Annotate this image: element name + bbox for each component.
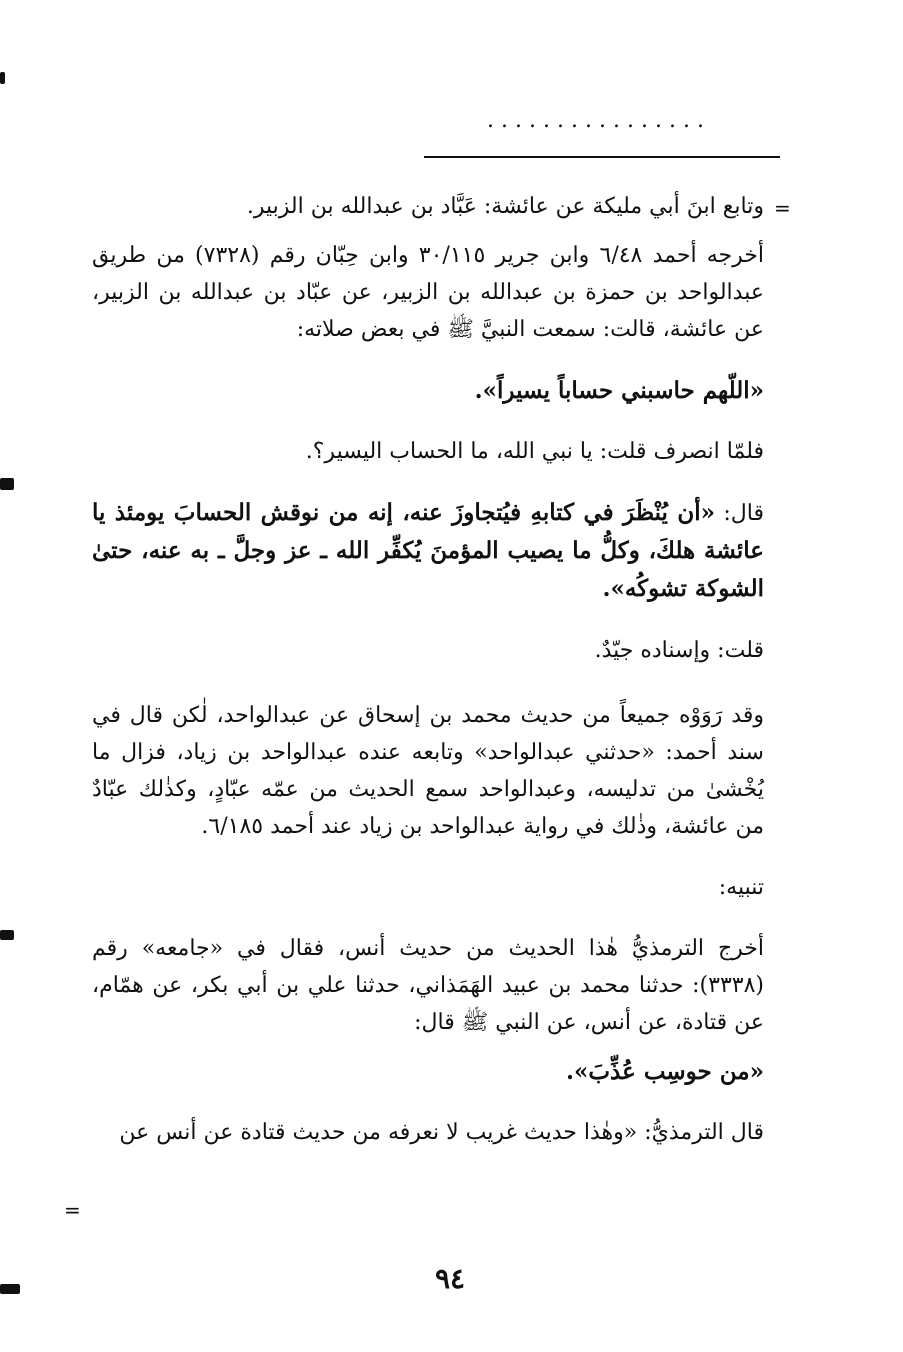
scan-edge-mark (0, 72, 5, 84)
answer-intro: قال: (715, 501, 765, 526)
paragraph-follow-up: وتابع ابنَ أبي مليكة عن عائشة: عَبَّاد بن عبدالله بن الزبير. (246, 194, 764, 219)
paragraph-prayer-quote: «اللّهم حاسبني حساباً يسيراً». (474, 377, 764, 404)
paragraph-takhrij: أخرجه أحمد ٦/٤٨ وابن جرير ٣٠/١١٥ وابن حِبّان رقم (٧٣٢٨) من طريق عبدالواحد بن حمزة بن عبدالله بن الزبير، عن عبّاد بن عبدالله بن الزبير، عن عائشة، قالت: سمعت النبيَّ ﷺ في بعض صلاته: (92, 243, 764, 342)
paragraph-question: فلمّا انصرف قلت: يا نبي الله، ما الحساب اليسير؟. (305, 439, 764, 464)
scan-edge-mark (0, 478, 14, 490)
continuation-mark-bottom: = (64, 1198, 81, 1222)
footnote-dots: ................ (487, 108, 711, 133)
paragraph-isnad-verdict: قلت: وإسناده جيّدٌ. (594, 638, 764, 663)
paragraph-hadith-quote: «من حوسِب عُذِّبَ». (565, 1058, 764, 1085)
paragraph-tirmidhi-takhrij: أخرج الترمذيُّ هٰذا الحديث من حديث أنس، فقال في «جامعه» رقم (٣٣٣٨): حدثنا محمد بن عبيد الهَمَذاني، حدثنا علي بن أبي بكر، عن همّام، عن قتادة، عن أنس، عن النبي ﷺ قال: (92, 936, 764, 1035)
scan-edge-mark (0, 1284, 20, 1294)
paragraph-tirmidhi-comment: قال الترمذيُّ: «وهٰذا حديث غريب لا نعرفه من حديث قتادة عن أنس عن (119, 1120, 764, 1145)
paragraph-notice-heading: تنبيه: (718, 875, 764, 900)
paragraph-answer (92, 494, 764, 608)
answer-quote: «أن يُنْظَرَ في كتابهِ فيُتجاوزَ عنه، إنه من نوقش الحسابَ يومئذ يا عائشة هلكَ، وكلُّ ما يصيب المؤمنَ يُكفِّر الله ـ عز وجلَّ ـ به عنه، حتىٰ الشوكة تشوكُه». (92, 499, 764, 602)
page-number: ٩٤ (434, 1262, 466, 1295)
paragraph-narration-notes: وقد رَوَوْه جميعاً من حديث محمد بن إسحاق عن عبدالواحد، لٰكن قال في سند أحمد: «حدثني عبدالواحد» وتابعه عنده عبدالواحد بن زياد، فزال ما يُخْشىٰ من تدليسه، وعبدالواحد سمع الحديث من عمّه عبّادٍ، وكذٰلك عبّادٌ من عائشة، وذٰلك في رواية عبدالواحد بن زياد عند أحمد ٦/١٨٥. (92, 703, 764, 839)
footnote-body (92, 188, 764, 1151)
continuation-mark-top: = (774, 196, 791, 220)
scan-edge-mark (0, 930, 14, 940)
footnote-separator-rule (424, 156, 780, 158)
